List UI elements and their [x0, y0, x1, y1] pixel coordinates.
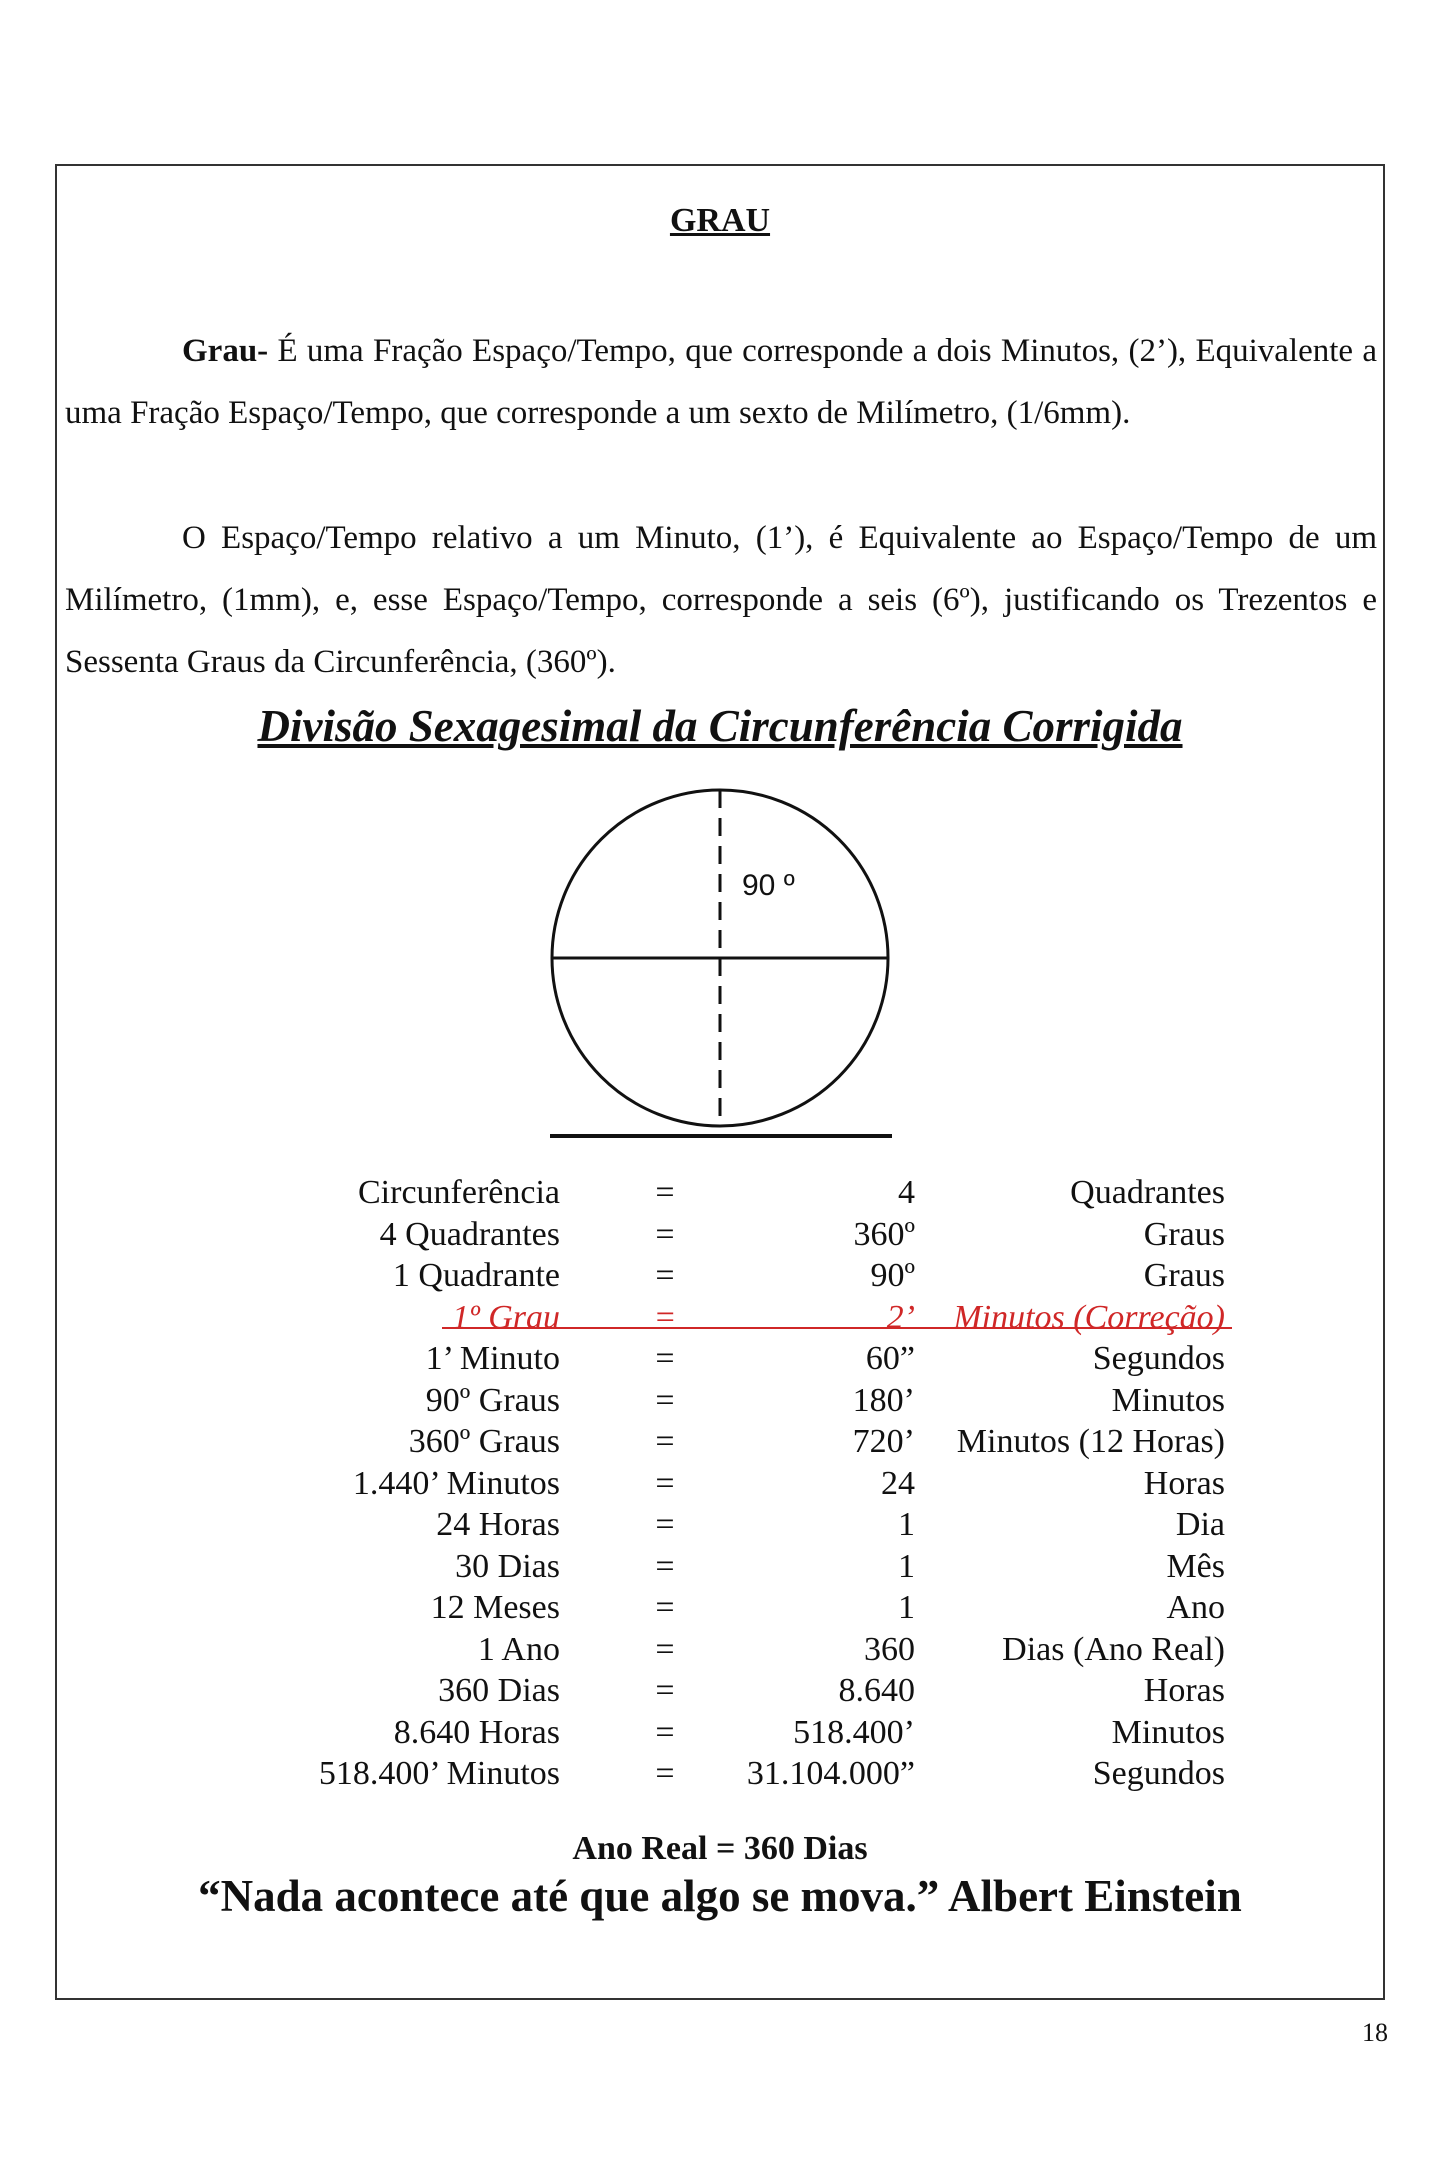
row-left: 30 Dias — [455, 1547, 560, 1585]
table-row — [0, 1546, 1440, 1587]
row-value: 24 — [881, 1464, 915, 1502]
row-equals: = — [655, 1215, 675, 1253]
row-left: 360º Graus — [408, 1423, 560, 1460]
row-left: 1.440’ Minutos — [352, 1464, 560, 1502]
paragraph-grau-text: É uma Fração Espaço/Tempo, que corresponde a dois Minutos, (2’), Equivalente a uma Fração Espaço/Tempo, que corresponde a um sexto de Milímetro, (1/6mm). — [65, 333, 1377, 431]
row-equals: = — [655, 1257, 675, 1294]
row-unit: Minutos — [1111, 1713, 1225, 1751]
row-equals: = — [655, 1340, 675, 1377]
row-left: 8.640 Horas — [393, 1713, 560, 1751]
row-unit: Segundos — [1092, 1340, 1225, 1377]
row-equals: = — [655, 1713, 675, 1751]
table-row — [0, 1421, 1440, 1462]
term-grau: Grau- — [182, 333, 269, 369]
row-unit: Graus — [1143, 1257, 1225, 1294]
row-unit: Mês — [1166, 1547, 1225, 1585]
row-left: 1’ Minuto — [425, 1340, 560, 1377]
table-row — [0, 1670, 1440, 1711]
table-row — [0, 1214, 1440, 1255]
row-equals: = — [655, 1630, 675, 1668]
row-unit: Segundos — [1092, 1755, 1225, 1792]
row-unit: Ano — [1166, 1589, 1225, 1626]
row-value: 180’ — [852, 1381, 915, 1419]
row-left: 1º Grau — [452, 1298, 560, 1336]
row-equals: = — [655, 1672, 675, 1709]
row-equals: = — [655, 1506, 675, 1543]
ano-real-statement: Ano Real = 360 Dias — [572, 1830, 868, 1867]
einstein-quote: “Nada acontece até que algo se mova.” Albert Einstein — [198, 1871, 1242, 1921]
row-value: 60” — [865, 1340, 915, 1377]
paragraph-minuto — [65, 507, 1377, 693]
row-value: 720’ — [852, 1423, 915, 1460]
row-equals: = — [655, 1381, 675, 1419]
table-row — [0, 1504, 1440, 1545]
table-row — [0, 1753, 1440, 1794]
row-equals: = — [655, 1755, 675, 1792]
row-unit: Horas — [1143, 1464, 1225, 1502]
angle-label: 90 º — [742, 869, 795, 902]
row-unit: Graus — [1143, 1215, 1225, 1253]
row-left: 360 Dias — [438, 1672, 560, 1709]
row-unit: Minutos — [1111, 1381, 1225, 1419]
row-equals: = — [655, 1464, 675, 1502]
page-title: GRAU — [669, 202, 771, 239]
row-equals: = — [653, 1298, 677, 1336]
row-equals: = — [655, 1589, 675, 1626]
row-value: 8.640 — [838, 1672, 915, 1709]
row-left: 90º Graus — [425, 1381, 560, 1419]
row-equals: = — [655, 1174, 675, 1211]
row-equals: = — [655, 1423, 675, 1460]
row-left: 24 Horas — [436, 1506, 560, 1543]
row-value: 360 — [864, 1630, 915, 1668]
table-row — [0, 1338, 1440, 1379]
row-value: 1 — [898, 1589, 915, 1626]
row-value: 90º — [870, 1257, 915, 1294]
table-row — [0, 1380, 1440, 1421]
row-unit: Minutos (12 Horas) — [956, 1423, 1225, 1460]
row-left: 12 Meses — [430, 1589, 560, 1626]
section-subtitle: Divisão Sexagesimal da Circunferência Corrigida — [257, 701, 1183, 751]
row-left: 518.400’ Minutos — [318, 1755, 560, 1792]
row-left: 1 Quadrante — [392, 1257, 560, 1294]
row-value: 1 — [898, 1547, 915, 1585]
row-value: 31.104.000” — [746, 1755, 915, 1792]
row-left: Circunferência — [358, 1174, 560, 1211]
table-row — [0, 1172, 1440, 1213]
row-value: 1 — [898, 1506, 915, 1543]
row-left: 1 Ano — [477, 1630, 560, 1668]
row-left: 4 Quadrantes — [379, 1215, 560, 1253]
row-unit: Minutos (Correção) — [953, 1298, 1225, 1336]
row-value: 4 — [898, 1174, 915, 1211]
row-value: 2’ — [886, 1298, 915, 1336]
paragraph-minuto-text: O Espaço/Tempo relativo a um Minuto, (1’), é Equivalente ao Espaço/Tempo de um Milímetro, (1mm), e, esse Espaço/Tempo, corresponde a seis (6º), justificando os Trezentos e Sessenta Graus da Circunferência, (360º). — [65, 520, 1377, 680]
row-unit: Horas — [1143, 1672, 1225, 1709]
page-number: 18 — [1362, 2018, 1388, 2047]
table-row — [0, 1297, 1440, 1338]
row-unit: Quadrantes — [1070, 1174, 1225, 1211]
row-value: 360º — [853, 1215, 915, 1253]
table-row — [0, 1712, 1440, 1753]
paragraph-grau-definition — [65, 320, 1377, 444]
circle-diagram — [540, 780, 900, 1150]
row-unit: Dia — [1175, 1506, 1225, 1543]
table-row — [0, 1587, 1440, 1628]
row-value: 518.400’ — [793, 1713, 915, 1751]
row-equals: = — [655, 1547, 675, 1585]
table-row — [0, 1463, 1440, 1504]
row-unit: Dias (Ano Real) — [1002, 1630, 1225, 1668]
table-row — [0, 1629, 1440, 1670]
table-row — [0, 1255, 1440, 1296]
